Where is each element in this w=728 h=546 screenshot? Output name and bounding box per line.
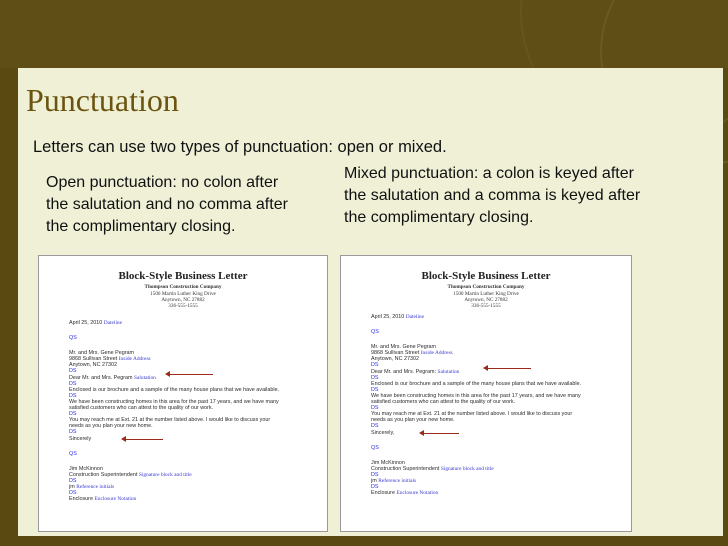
- body-paragraph: needs as you plan your new home.: [69, 423, 153, 430]
- reference-initials: jm Reference initials: [371, 477, 417, 484]
- letter-address-line2: Anytown, NC 27882: [161, 297, 205, 303]
- body-paragraph: needs as you plan your new home.: [371, 417, 455, 424]
- header-band: [0, 0, 728, 68]
- letter-address-line1: 1500 Martin Luther King Drive: [150, 291, 216, 297]
- dateline: April 25, 2010 Dateline: [69, 320, 123, 326]
- spacing-marker: DS: [69, 392, 77, 399]
- body-paragraph: We have been constructing homes in this area for the past 17 years, and we have many: [371, 392, 581, 399]
- letter-body: [371, 314, 621, 496]
- reference-initials: jm Reference initials: [69, 483, 115, 490]
- salutation: Dear Mr. and Mrs. Pegram Salutation: [69, 374, 156, 381]
- salutation-arrow-icon: [487, 368, 531, 369]
- signer-title: Construction Superintendent Signature block and title: [371, 465, 494, 472]
- letter-company: Thompson Construction Company: [144, 284, 222, 290]
- open-punctuation-description: Open punctuation: no colon after the salutation and no comma after the complimentary closing.: [46, 174, 288, 235]
- body-paragraph: satisfied customers who can attest to the quality of our work.: [69, 405, 214, 412]
- salutation: Dear Mr. and Mrs. Pegram: Salutation: [371, 368, 460, 375]
- inside-address-line: Mr. and Mrs. Gene Pegram: [69, 350, 135, 357]
- letter-company: Thompson Construction Company: [447, 284, 525, 290]
- enclosure-notation: Enclosure Enclosure Notation: [371, 490, 439, 497]
- spacing-marker: QS: [371, 329, 379, 336]
- spacing-marker: DS: [371, 386, 379, 393]
- body-paragraph: You may reach me at Ext. 21 at the number listed above. I would like to discuss your: [371, 411, 573, 418]
- spacing-marker: QS: [371, 444, 379, 451]
- signer-title: Construction Superintendent Signature block and title: [69, 471, 192, 478]
- dateline: April 25, 2010 Dateline: [371, 314, 425, 320]
- inside-address-line: Mr. and Mrs. Gene Pegram: [371, 344, 437, 351]
- spacing-marker: DS: [69, 429, 77, 436]
- spacing-marker: DS: [371, 362, 379, 369]
- body-paragraph: Enclosed is our brochure and a sample of the many house plans that we have available.: [69, 386, 280, 393]
- signer-name: Jim McKinnon: [69, 465, 103, 472]
- spacing-marker: DS: [371, 484, 379, 491]
- salutation-arrow-icon: [169, 374, 213, 375]
- inside-address-line: Anytown, NC 27302: [371, 356, 419, 363]
- mixed-punctuation-description: Mixed punctuation: a colon is keyed after the salutation and a comma is keyed after the complimentary closing.: [344, 165, 641, 226]
- spacing-marker: DS: [69, 380, 77, 387]
- inside-address-line: 9868 Sullivan Street Inside Address: [371, 350, 453, 357]
- body-paragraph: We have been constructing homes in this area for the past 17 years, and we have many: [69, 398, 279, 405]
- letter-address-line1: 1500 Martin Luther King Drive: [453, 291, 519, 297]
- letter-address-line2: Anytown, NC 27882: [464, 297, 508, 303]
- closing-arrow-icon: [125, 439, 163, 440]
- spacing-marker: QS: [69, 335, 77, 342]
- enclosure-notation: Enclosure Enclosure Notation: [69, 496, 137, 503]
- complimentary-closing: Sincerely: [69, 435, 92, 442]
- spacing-marker: DS: [69, 477, 77, 484]
- spacing-marker: QS: [69, 450, 77, 457]
- body-paragraph: Enclosed is our brochure and a sample of the many house plans that we have available.: [371, 380, 582, 387]
- inside-address-line: 9868 Sullivan Street Inside Address: [69, 356, 151, 363]
- slide-intro: Letters can use two types of punctuation: open or mixed.: [33, 138, 447, 156]
- spacing-marker: DS: [371, 471, 379, 478]
- mixed-punctuation-letter: [340, 255, 632, 532]
- spacing-marker: DS: [371, 423, 379, 430]
- inside-address-line: Anytown, NC 27302: [69, 362, 117, 369]
- closing-arrow-icon: [423, 433, 459, 434]
- letter-phone: 336-555-1555: [471, 303, 501, 309]
- body-paragraph: satisfied customers who can attest to the quality of our work.: [371, 399, 516, 406]
- letter-body: [69, 320, 319, 502]
- spacing-marker: DS: [371, 405, 379, 412]
- letter-phone: 336-555-1555: [168, 303, 198, 309]
- spacing-marker: DS: [69, 411, 77, 418]
- spacing-marker: DS: [69, 490, 77, 497]
- signer-name: Jim McKinnon: [371, 459, 405, 466]
- complimentary-closing: Sincerely,: [371, 429, 395, 436]
- spacing-marker: DS: [371, 374, 379, 381]
- spacing-marker: DS: [69, 368, 77, 375]
- letter-title: Block-Style Business Letter: [118, 270, 248, 282]
- slide-title: Punctuation: [26, 82, 179, 118]
- body-paragraph: You may reach me at Ext. 21 at the number listed above. I would like to discuss your: [69, 417, 271, 424]
- open-punctuation-letter: [38, 255, 328, 532]
- letter-title: Block-Style Business Letter: [421, 270, 551, 282]
